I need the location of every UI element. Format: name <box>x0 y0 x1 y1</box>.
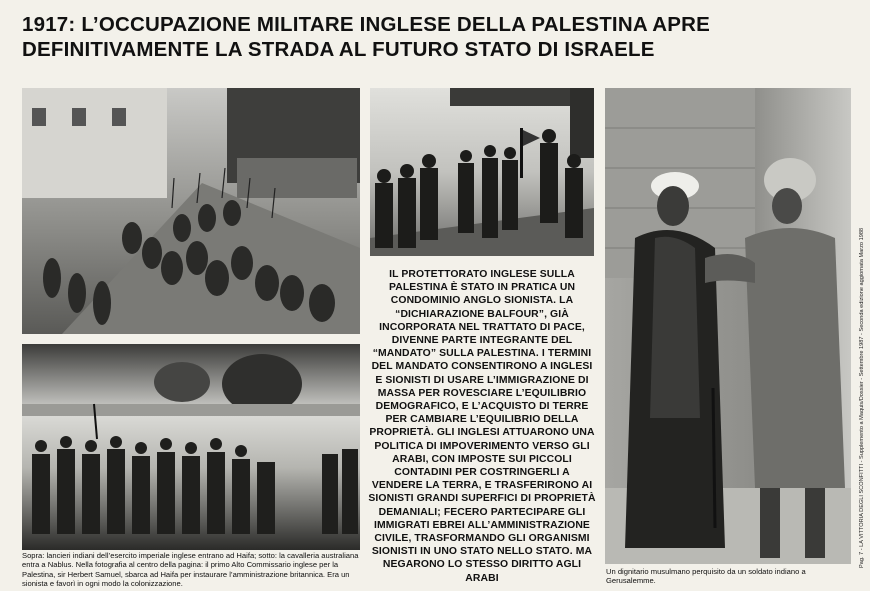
photo-cavalry-nablus <box>22 344 360 550</box>
poster-title: 1917: L’OCCUPAZIONE MILITARE INGLESE DELLA PALESTINA APRE DEFINITIVAMENTE LA STRADA AL FUTURO STATO DI ISRAELE <box>22 13 710 61</box>
photo-dignitary-jerusalem-image <box>605 88 851 564</box>
main-text: IL PROTETTORATO INGLESE SULLA PALESTINA È STATO IN PRATICA UN CONDOMINIO ANGLO SIONISTA. LA “DICHIARAZIONE BALFOUR”, GIÀ INCORPORATA NEL TRATTATO DI PACE, DIVENNE PARTE INTEGRANTE DEL “MANDATO” SULLA PALESTINA. I TERMINI DEL MANDATO CONSENTIRONO A INGLESI E SIONISTI DI USARE L’IMMIGRAZIONE DI MASSA PER ROVESCIARE L’EQUILIBRIO DEMOGRAFICO, E L’ACQUISTO DI TERRE PER CAMBIARE L’EQUILIBRIO DELLA PROPRIETÀ. GLI INGLESI ATTUARONO UNA POLITICA DI IMPOVERIMENTO VERSO GLI ARABI, CON IMPOSTE SUI PICCOLI CONTADINI PER COSTRINGERLI A VENDERE LA TERRA, E TRASFERIRONO AI SIONISTI GRANDI SUPERFICI DI PROPRIETÀ DEMANIALI; FECERO PARTECIPARE GLI IMMIGRATI EBREI ALL’AMMINISTRAZIONE CIVILE, TRASFORMANDO GLI ORGANISMI SIONISTI IN UNO STATO NELLO STATO. MA NEGARONO LO STESSO DIRITTO AGLI ARABI <box>368 269 596 584</box>
photo-samuel-haifa-image <box>370 88 594 256</box>
photo-lancers-haifa <box>22 88 360 334</box>
caption-left: Sopra: lancieri indiani dell’esercito imperiale inglese entrano ad Haifa; sotto: la cavalleria australiana entra a Nablus. Nella fotografia al centro della pagina: il primo Alto Commissario inglese per la Palestina, sir Herbert Samuel, sbarca ad Haifa per instaurare l’amministrazione britannica. Era un sionista e favorì in ogni modo la colonizzazione. <box>22 551 359 589</box>
caption-right: Un dignitario musulmano perquisito da un soldato indiano a Gerusalemme. <box>606 567 806 585</box>
photo-cavalry-nablus-image <box>22 344 360 550</box>
photo-samuel-haifa <box>370 88 594 256</box>
publication-note: Pag. 7 - LA VITTORIA DEGLI SCONFITTI - Supplemento a Maquis/Dossier - Settembre 1987 - Seconda edizione aggiornata Marzo 1988 <box>859 227 865 568</box>
photo-lancers-haifa-image <box>22 88 360 334</box>
photo-dignitary-jerusalem <box>605 88 851 564</box>
